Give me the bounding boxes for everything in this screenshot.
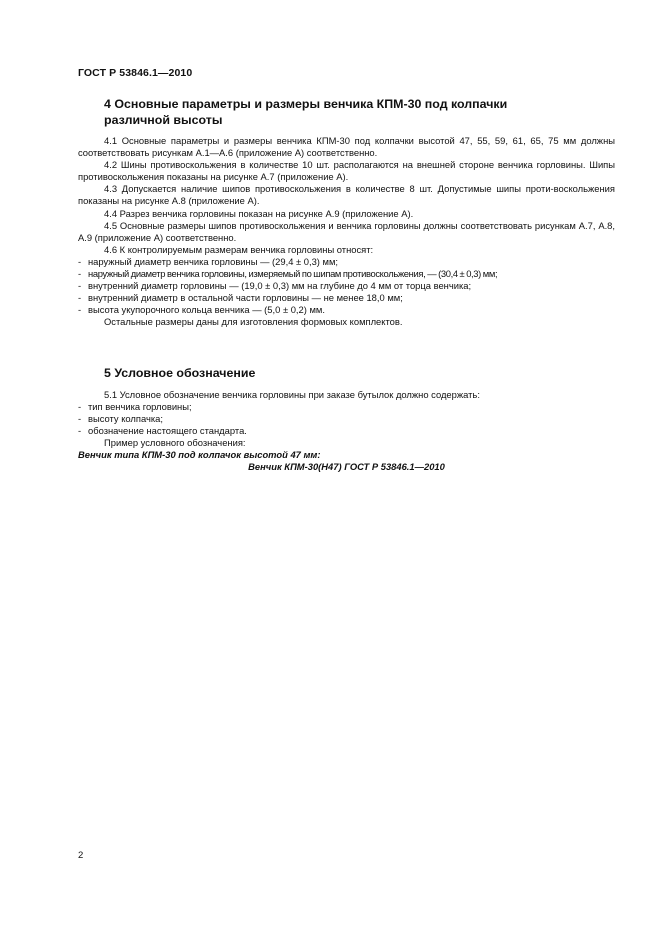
list-item-text: обозначение настоящего стандарта. (88, 424, 247, 436)
list-item (78, 268, 615, 280)
closing-note: Остальные размеры даны для изготовления формовых комплектов. (104, 316, 403, 328)
list-item (78, 280, 615, 292)
section-5 (78, 366, 615, 473)
list-item-text: высота укупорочного кольца венчика — (5,0 ± 0,2) мм. (88, 304, 325, 316)
dash-mark: - (78, 304, 82, 316)
section-4-title-line1: 4 Основные параметры и размеры венчика КПМ-30 под колпачки (104, 97, 508, 111)
standard-code-header: ГОСТ Р 53846.1—2010 (78, 67, 193, 79)
list-item-text: наружный диаметр венчика горловины — (29,4 ± 0,3) мм; (88, 255, 339, 267)
dash-mark: - (78, 424, 82, 436)
paragraph-4-3: 4.3 Допускается наличие шипов противоскольжения в количестве 8 шт. Допустимые шипы проти-воскольжения показаны на рисунке А.8 (приложение А). (78, 183, 615, 207)
dash-mark: - (78, 280, 82, 292)
list-item (78, 304, 615, 316)
list-item (78, 256, 615, 268)
paragraph-4-5: 4.5 Основные размеры шипов противоскольжения и венчика горловины должны соответствовать рисункам А.7, А.8, А.9 (приложение А) соответственно. (78, 219, 615, 243)
section-4 (78, 97, 615, 329)
section-4-title (104, 97, 615, 128)
example-line-1: Венчик типа КПМ-30 под колпачок высотой 47 мм: (78, 448, 321, 460)
list-item-text: высоту колпачка; (88, 412, 163, 424)
page-number: 2 (78, 850, 84, 861)
paragraph-4-4: 4.4 Разрез венчика горловины показан на рисунке А.9 (приложение А). (104, 207, 414, 219)
example-line-2: Венчик КПМ-30(Н47) ГОСТ Р 53846.1—2010 (248, 461, 445, 473)
paragraph-5-1: 5.1 Условное обозначение венчика горловины при заказе бутылок должно содержать: (104, 388, 480, 400)
list-item-text: внутренний диаметр горловины — (19,0 ± 0,3) мм на глубине до 4 мм от торца венчика; (88, 280, 472, 292)
dash-mark: - (78, 255, 82, 267)
dash-mark: - (78, 268, 81, 280)
list-item (78, 425, 615, 437)
section-5-title: 5 Условное обозначение (104, 366, 256, 380)
list-item-text: наружный диаметр венчика горловины, измеряемый по шипам противоскольжения, — (30,4 ± 0,3) мм; (88, 268, 498, 280)
list-item (78, 413, 615, 425)
paragraph-4-6: 4.6 К контролируемым размерам венчика горловины относят: (104, 243, 374, 255)
dash-mark: - (78, 400, 82, 412)
list-item-text: внутренний диаметр в остальной части горловины — не менее 18,0 мм; (88, 292, 403, 304)
dash-mark: - (78, 412, 82, 424)
section-4-title-line2: различной высоты (104, 112, 223, 127)
dash-mark: - (78, 292, 82, 304)
paragraph-4-2: 4.2 Шины противоскольжения в количестве 10 шт. располагаются на внешней стороне венчика горловины. Шипы противоскольжения показаны на рисунке А.7 (приложение А). (78, 159, 615, 183)
list-item (78, 292, 615, 304)
list-item-text: тип венчика горловины; (88, 400, 192, 412)
example-label: Пример условного обозначения: (104, 436, 246, 448)
list-item (78, 401, 615, 413)
paragraph-4-1: 4.1 Основные параметры и размеры венчика КПМ-30 под колпачки высотой 47, 55, 59, 61, 65, 75 мм должны соответствовать рисункам А.1—А.6 (приложение А) соответственно. (78, 135, 615, 159)
